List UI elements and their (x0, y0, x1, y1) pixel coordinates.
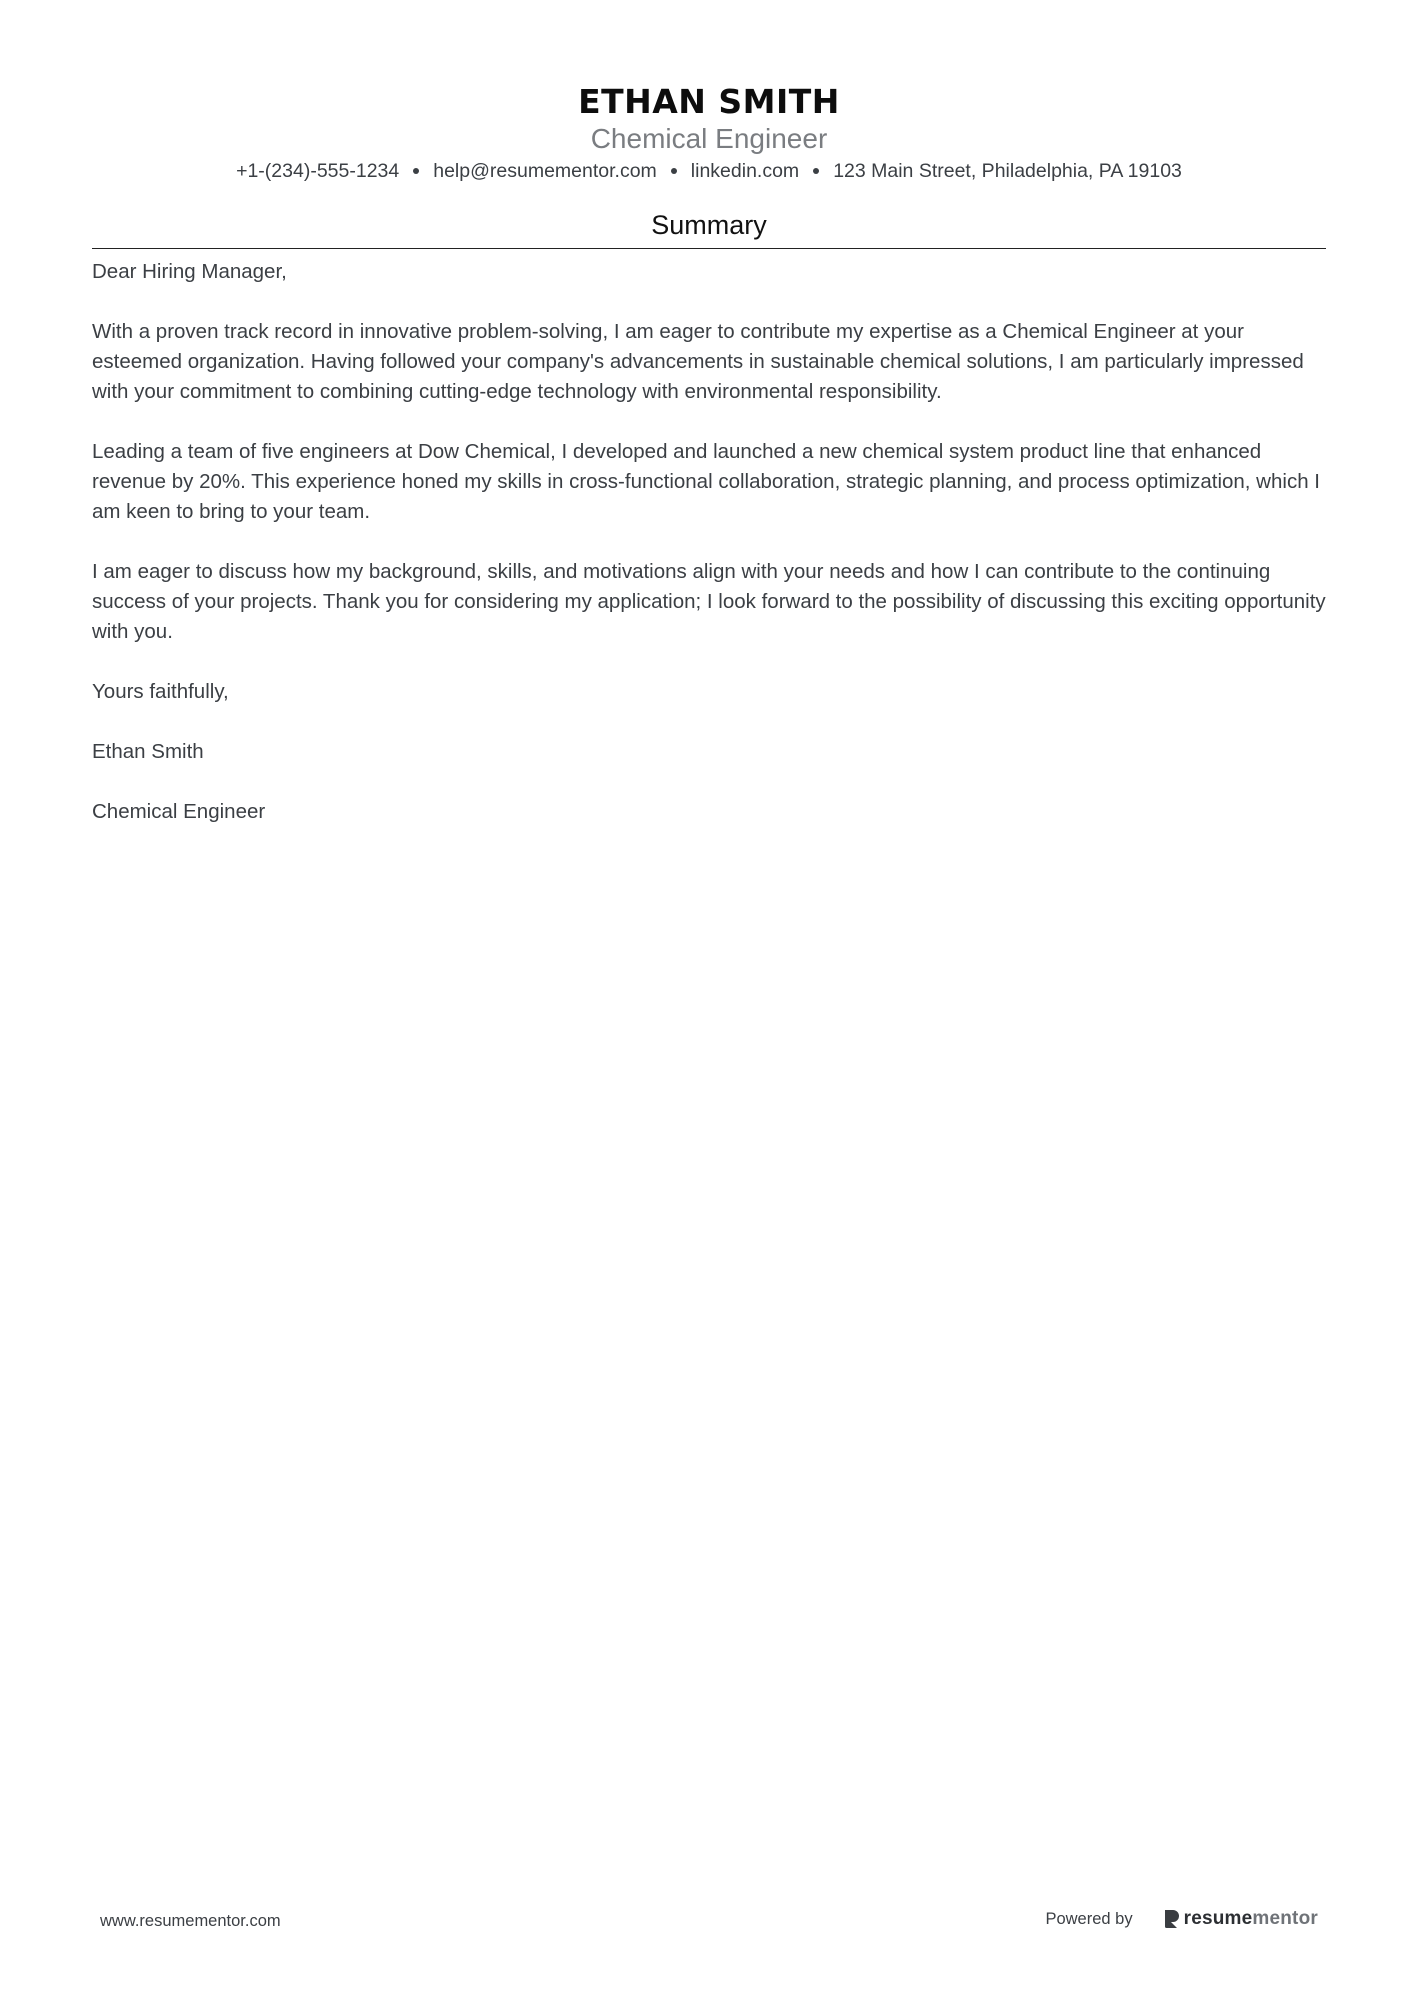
candidate-role: Chemical Engineer (590, 123, 828, 154)
brand-name-part2: mentor (1252, 1908, 1318, 1929)
bullet-separator (671, 168, 677, 174)
page-footer (0, 1902, 1410, 1942)
candidate-name: ETHAN SMITH (578, 82, 840, 121)
letter-closing: Yours faithfully, (92, 680, 229, 703)
footer-branding (1045, 1908, 1318, 1930)
letter-greeting: Dear Hiring Manager, (92, 260, 287, 283)
signature-name: Ethan Smith (92, 740, 204, 763)
letter-paragraph: Leading a team of five engineers at Dow Chemical, I developed and launched a new chemical system product line that enhanced revenue by 20%. This experience honed my skills in cross-functional collaboration, strategic planning, and process optimization, which I am keen to bring to your team. (92, 440, 1320, 523)
contact-line (92, 158, 1326, 184)
brand-name-part1: resume (1183, 1908, 1253, 1929)
section-title-summary: Summary (651, 210, 767, 240)
bullet-separator (413, 168, 419, 174)
signature-title: Chemical Engineer (92, 800, 266, 823)
contact-email[interactable]: help@resumementor.com (433, 160, 657, 182)
section-divider (92, 248, 1326, 249)
contact-address: 123 Main Street, Philadelphia, PA 19103 (833, 160, 1182, 182)
letter-paragraph: I am eager to discuss how my background, skills, and motivations align with your needs and how I can contribute to the continuing success of your projects. Thank you for considering my application; I look forward to the possibility of discussing this exciting opportunity with you. (92, 560, 1326, 643)
contact-linkedin[interactable]: linkedin.com (690, 160, 800, 182)
letter-paragraph: With a proven track record in innovative problem-solving, I am eager to contribute my expertise as a Chemical Engineer at your esteemed organization. Having followed your company's advancements in sustainable chemical solutions, I am particularly impressed with your commitment to combining cutting-edge technology with environmental responsibility. (92, 320, 1304, 403)
cover-letter-body (92, 257, 1326, 827)
bullet-separator (813, 168, 819, 174)
contact-phone: +1-(234)-555-1234 (236, 160, 400, 182)
footer-website-link[interactable]: www.resumementor.com (100, 1912, 281, 1930)
resume-page (92, 82, 1326, 857)
powered-by-label: Powered by (1045, 1909, 1133, 1928)
resumementor-logo-icon (1163, 1908, 1181, 1930)
brand-logo[interactable] (1163, 1908, 1318, 1930)
